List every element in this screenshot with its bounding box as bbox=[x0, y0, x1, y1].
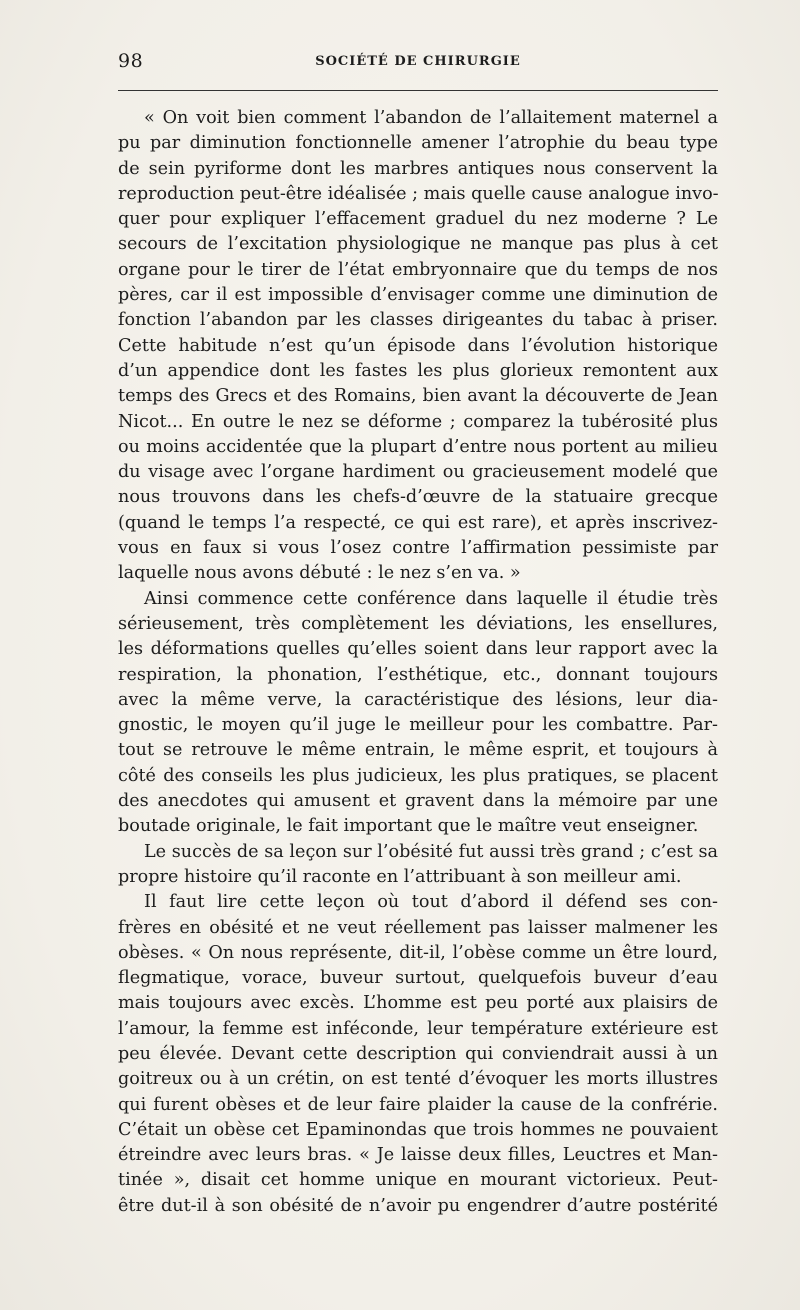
text-line: étreindre avec leurs bras. « Je laisse deux filles, Leuctres et Man- bbox=[118, 1145, 718, 1166]
text-line: boutade originale, le fait important que le maître veut enseigner. bbox=[118, 816, 699, 837]
text-line: quer pour expliquer l’effacement graduel du nez moderne ? Le bbox=[118, 209, 718, 230]
text-line: côté des conseils les plus judicieux, les plus pratiques, se placent bbox=[118, 765, 718, 786]
text-line: organe pour le tirer de l’état embryonnaire que du temps de nos bbox=[118, 259, 718, 280]
text-line: obèses. « On nous représente, dit-il, l’obèse comme un être lourd, bbox=[118, 942, 718, 963]
text-line: les déformations quelles qu’elles soient dans leur rapport avec la bbox=[118, 639, 718, 660]
text-line: peu élevée. Devant cette description qui conviendrait aussi à un bbox=[118, 1043, 718, 1064]
text-line: C’était un obèse cet Epaminondas que trois hommes ne pouvaient bbox=[118, 1119, 718, 1140]
body-text bbox=[118, 106, 718, 1219]
text-line: Nicot... En outre le nez se déforme ; comparez la tubérosité plus bbox=[118, 411, 718, 432]
text-line: secours de l’excitation physiologique ne manque pas plus à cet bbox=[118, 234, 718, 255]
text-line: reproduction peut-être idéalisée ; mais quelle cause analogue invo- bbox=[118, 183, 719, 204]
text-line: temps des Grecs et des Romains, bien avant la découverte de Jean bbox=[118, 386, 718, 407]
text-line: ou moins accidentée que la plupart d’entre nous portent au milieu bbox=[118, 436, 718, 457]
text-line: sérieusement, très complètement les déviations, les ensellures, bbox=[118, 613, 718, 634]
text-line: nous trouvons dans les chefs-d’œuvre de la statuaire grecque bbox=[118, 487, 718, 508]
text-line: laquelle nous avons débuté : le nez s’en va. » bbox=[118, 563, 521, 584]
text-line: fonction l’abandon par les classes dirigeantes du tabac à priser. bbox=[118, 310, 718, 331]
text-line: vous en faux si vous l’osez contre l’affirmation pessimiste par bbox=[118, 538, 718, 559]
text-line: mais toujours avec excès. L’homme est peu porté aux plaisirs de bbox=[118, 993, 718, 1014]
running-title: SOCIÉTÉ DE CHIRURGIE bbox=[315, 54, 521, 69]
text-line: qui furent obèses et de leur faire plaider la cause de la confrérie. bbox=[118, 1094, 718, 1115]
text-line: des anecdotes qui amusent et gravent dans la mémoire par une bbox=[118, 791, 718, 812]
text-line: de sein pyriforme dont les marbres antiques nous conservent la bbox=[118, 158, 718, 179]
text-line: gnostic, le moyen qu’il juge le meilleur pour les combattre. Par- bbox=[118, 715, 718, 736]
text-line: être dut-il à son obésité de n’avoir pu engendrer d’autre postérité bbox=[118, 1195, 718, 1216]
text-line: Ainsi commence cette conférence dans laquelle il étudie très bbox=[144, 588, 718, 609]
text-line: respiration, la phonation, l’esthétique, etc., donnant toujours bbox=[118, 664, 718, 685]
text-line: flegmatique, vorace, buveur surtout, quelquefois buveur d’eau bbox=[118, 968, 718, 989]
text-line: Le succès de sa leçon sur l’obésité fut aussi très grand ; c’est sa bbox=[144, 841, 718, 862]
text-line: pu par diminution fonctionnelle amener l’atrophie du beau type bbox=[118, 133, 718, 154]
text-line: tout se retrouve le même entrain, le même esprit, et toujours à bbox=[118, 740, 718, 761]
text-line: pères, car il est impossible d’envisager comme une diminution de bbox=[118, 285, 718, 306]
text-line: frères en obésité et ne veut réellement pas laisser malmener les bbox=[118, 917, 718, 938]
text-line: l’amour, la femme est inféconde, leur température extérieure est bbox=[118, 1018, 718, 1039]
text-line: (quand le temps l’a respecté, ce qui est rare), et après inscrivez- bbox=[118, 512, 718, 533]
text-line: « On voit bien comment l’abandon de l’allaitement maternel a bbox=[144, 108, 718, 128]
header-rule bbox=[118, 90, 718, 91]
text-line: Il faut lire cette leçon où tout d’abord il défend ses con- bbox=[144, 892, 718, 913]
text-line: Cette habitude n’est qu’un épisode dans l’évolution historique bbox=[118, 335, 718, 356]
text-line: d’un appendice dont les fastes les plus glorieux remontent aux bbox=[118, 360, 718, 381]
text-line: propre histoire qu’il raconte en l’attribuant à son meilleur ami. bbox=[118, 866, 682, 887]
text-line: avec la même verve, la caractéristique des lésions, leur dia- bbox=[118, 689, 718, 710]
running-head bbox=[118, 50, 718, 74]
text-line: du visage avec l’organe hardiment ou gracieusement modelé que bbox=[118, 462, 718, 483]
page-number: 98 bbox=[118, 50, 144, 72]
text-line: tinée », disait cet homme unique en mourant victorieux. Peut- bbox=[118, 1170, 718, 1191]
text-line: goitreux ou à un crétin, on est tenté d’évoquer les morts illustres bbox=[118, 1069, 718, 1090]
